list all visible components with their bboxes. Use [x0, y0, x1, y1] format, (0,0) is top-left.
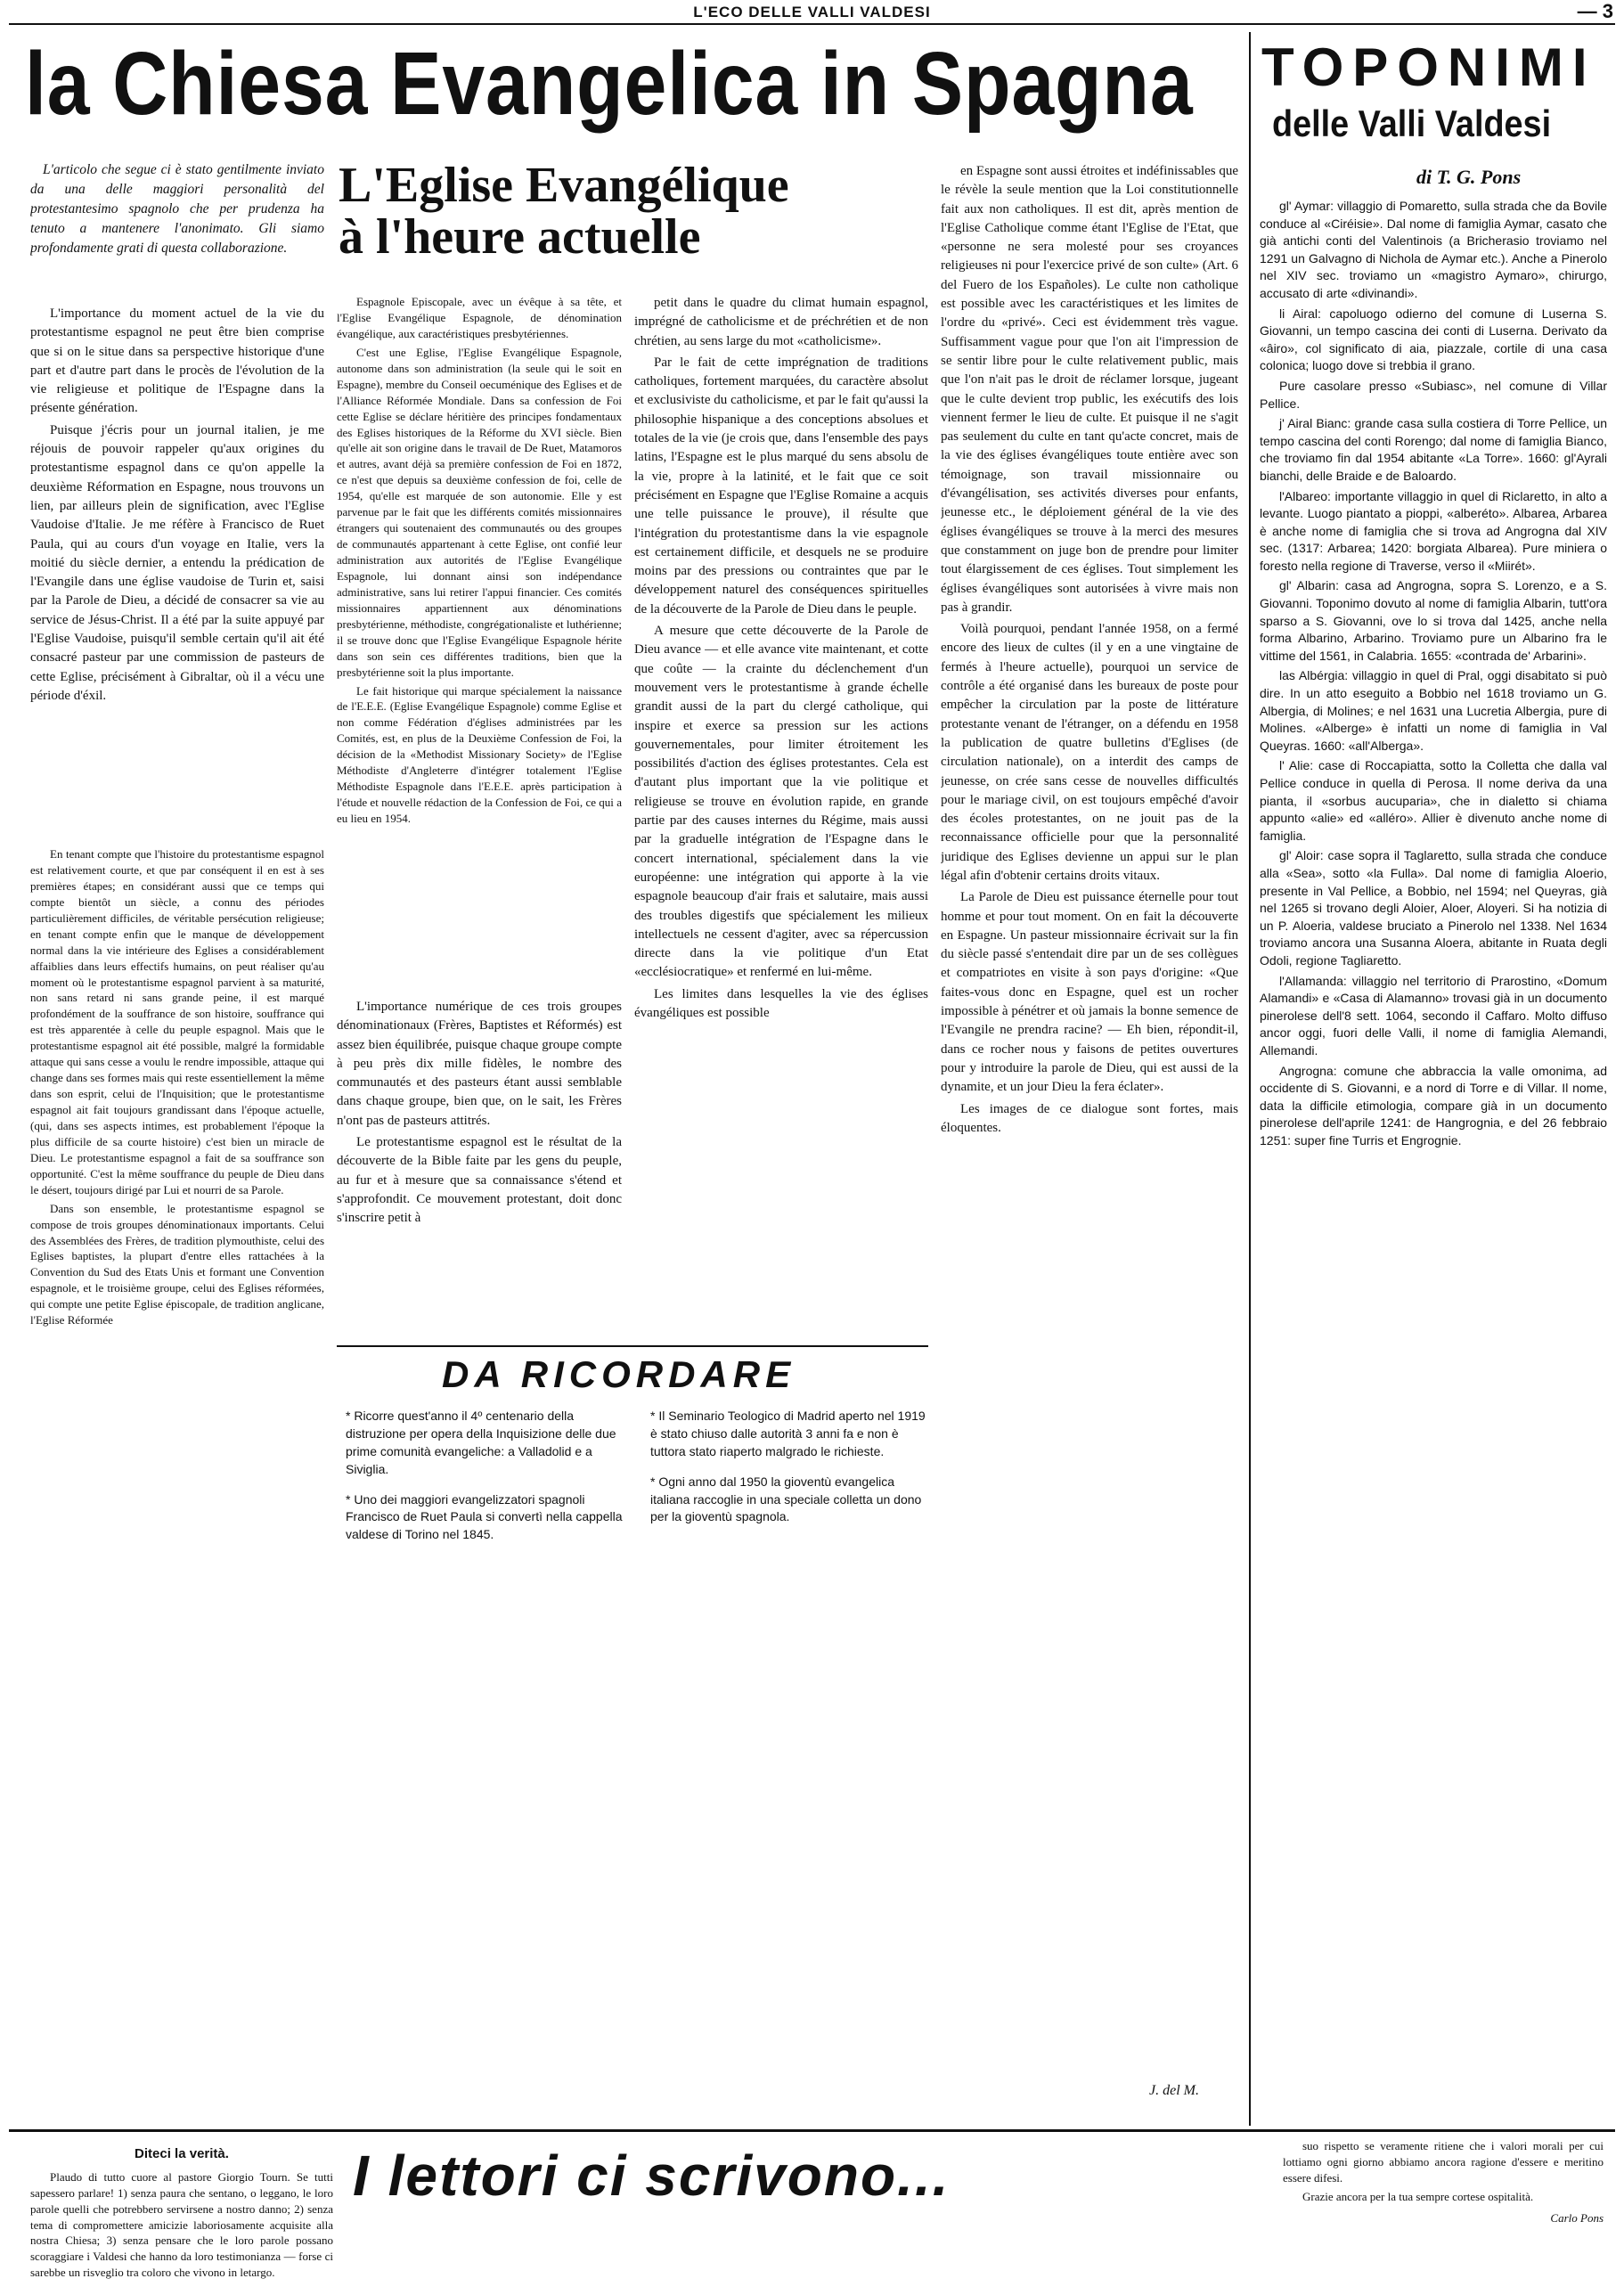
da-ricordare-top-rule: [337, 1345, 928, 1347]
article-paragraph: en Espagne sont aussi étroites et indéfinissables que le révèle la seule mention que la Loi constitutionnelle fait aux non catholiques. Il est dit, après mention de l'Eglise Catholique comme étant l'Eglise de l'Etat, que «personne ne sera molesté pour ses croyances religieuses ni pour l'exercice privé de son culte» (Art. 6 del Fuero de los Españoles). Le culte non catholique est possible avec les caractéristiques et les limites de l'ordre du «privé». Ceci est évidemment très vague. Suffisamment vague pour que l'on ait l'impression de se sentir libre pour le culte relativement public, mais que l'on n'ait pas le droit de réclamer lorsque, jugeant que le culte devient trop public, les exécutifs des lois viennent fermer le lieu de culte. Et puisque il ne s'agit pas seulement du culte en tant qu'acte concret, mais de la vie des églises évangéliques toute entière avec son témoignage, son travail missionnaire ou d'évangélisation, ses activités diverses pour enfants, jeunesse etc., le déploiement général de la vie des églises évangéliques se trouve à la merci des mesures que constamment on juge bon de prendre pour limiter tout élargissement de ces églises. Tout simplement les églises évangéliques sont autorisées à vivre mais non pas à grandir.: [941, 164, 1238, 615]
toponimo-entry: l'Albareo: importante villaggio in quel di Riclaretto, in alto a levante. Luogo piantato a pioppi, «alberéto». Albarea, Arbarea è anche nome di famiglia che si trova ad Angrogna dal XIV sec. (1317: Arbarea; 1420: borgiata Albarea). Pure miniera o foresto nella regione di Traverse, verso il «Miirét».: [1260, 488, 1607, 573]
letter-paragraph: Grazie ancora per la tua sempre cortese ospitalità.: [1302, 2189, 1534, 2203]
intro-text: L'articolo che segue ci è stato gentilmente inviato da una delle maggiori personalità del protestantesimo spagnolo che per prudenza ha tenuto a mantenere l'anonimato. Gli siamo profondamente grati di questa collaborazione.: [30, 162, 324, 256]
subheadline-line2: à l'heure actuelle: [339, 209, 701, 265]
article-column-3: [634, 294, 928, 1327]
header-rule: [9, 23, 1615, 25]
intro-note: [30, 160, 324, 303]
toponimo-entry: gl' Albarin: casa ad Angrogna, sopra S. Lorenzo, e a S. Giovanni. Toponimo dovuto al nome di famiglia Albarin, tutt'ora sparso a S. Giovanni, ove lo si trova dal 1425, anche nella forma Albarino, Arbarino. Troviamo pure un Albarino fra le vittime del 1561, in Calabria. 1655: «contrada de' Arbarini».: [1260, 578, 1607, 663]
toponimo-entry: Pure casolare presso «Subiasc», nel comune di Villar Pellice.: [1260, 378, 1607, 411]
toponimo-entry: li Airal: capoluogo odierno del comune di Luserna S. Giovanni, un tempo cascina dei conti di Luserna. Derivato da «âiro», col significato di aia, piazzale, cortile di una casa colonica; luogo dove si trebbia il grano.: [1260, 306, 1607, 373]
main-headline: la Chiesa Evangelica in Spagna: [25, 34, 1194, 134]
article-paragraph: Le protestantisme espagnol est le résultat de la découverte de la Bible faite par les gens du peuple, au fur et à mesure que sa connaissance s'étend et s'approfondit. Ce mouvement protestant, doit donc s'inscrire petit à: [337, 1135, 622, 1226]
article-column-1: [30, 305, 324, 839]
lettori-headline: I lettori ci scrivono...: [353, 2144, 951, 2208]
da-ricordare-left: [346, 1408, 629, 1942]
lettori-top-rule: [9, 2129, 1615, 2132]
article-paragraph: Les limites dans lesquelles la vie des églises évangéliques est possible: [634, 986, 928, 1020]
article-paragraph: Voilà pourquoi, pendant l'année 1958, on a fermé encore des lieux de cultes (il y en a une vingtaine de fermés à l'heure actuelle), pourquoi un service de contrôle a été organisé dans les bureaux de poste pour empêcher la circulation par la poste de littérature protestante venant de l'étranger, on a défendu en 1958 la publication de quatre bulletins d'Eglises (de circulation nationale), on a interdit des camps de jeunesse, on crée sans cesse de nouvelles difficultés pour le mariage civil, on est toujours empêché d'avoir des écoles protestantes, on ne jouit pas de la reconnaissance officielle pour que la personnalité juridique des Eglises devienne un appui sur le plan légal afin d'obtenir certains droits vitaux.: [941, 622, 1238, 883]
article-column-1-lower: [30, 846, 324, 2111]
lettori-column-4: [1283, 2138, 1604, 2290]
subheadline-line1: L'Eglise Evangélique: [339, 158, 789, 213]
article-paragraph: Par le fait de cette imprégnation de traditions catholiques, fortement marquées, du caractère absolut et exclusiviste du catholicisme, et par le fait qu'aussi la philosophie hispanique a des conceptions absolues et totales de la vie (je crois que, dans l'ensemble des pays latins, l'Espagne est le plus marqué du sens absolu de la vie, propre à la latinité, et le fait que ce soit précisément en Espagne que l'Eglise Romaine a acquis une telle puissance le prouve), il résulte que l'intégration du protestantisme dans la vie espagnole est certainement difficile, et desquels ne se produire moins par des pressions ou contraintes que par le développement naturel des conséquences spirituelles de la découverte de la Parole de Dieu dans le peuple.: [634, 355, 928, 617]
article-paragraph: La Parole de Dieu est puissance éternelle pour tout homme et pour tout moment. On en fait la découverte en Espagne. Un pasteur missionnaire écrivait sur la fin du siècle passé s'entendait dire par un de ses collègues et compatriotes en visite à son pays d'origine: «Que faites-vous donc en Espagne, quel est un rocher impossible à pénétrer et où jamais la bonne semence de l'Evangile ne prendra racine? — Eh bien, répondit-il, dans ce rocher nous y faisons de petites ouvertures pour y introduire la parole de Dieu, qui est aussi de la dynamite, et un jour Dieu la fera éclater».: [941, 890, 1238, 1095]
da-ricordare-item: * Ricorre quest'anno il 4º centenario della distruzione per opera della Inquisizione delle due prime comunità evangeliche: a Valladolid e a Siviglia.: [346, 1409, 616, 1476]
da-ricordare-item: * Uno dei maggiori evangelizzatori spagnoli Francisco de Ruet Paula si convertì nella cappella valdese di Torino nel 1845.: [346, 1491, 623, 1542]
toponimo-entry: gl' Aymar: villaggio di Pomaretto, sulla strada che da Bovile conduce al «Ciréisie». Dal nome di famiglia Aymar, casato che già antichi conti del Valentinois (a Bricherasio troviamo nel 1291 un Galvagno di Nichola de Aymar etc.). Anche a Pinerolo nel XIV sec. troviamo un «magistro Aymaro», chirurgo, accusato di arte «divinandi».: [1260, 199, 1607, 300]
article-paragraph: C'est une Eglise, l'Eglise Evangélique Espagnole, autonome dans son administration (la seule qui le soit en Espagne), membre du Conseil oecuménique des Eglises et de l'Alliance Réformée Mondiale. Dans sa confession de Foi cette Eglise se déclare héritière des principes fondamentaux des Eglises historiques de la Réforme du XVI siècle. Bien qu'elle ait son origine dans le travail de De Ruet, Matamoros et autres, avant déjà sa première confession de Foi en 1872, ce n'est que depuis sa deuxième confession de foi, celle de 1954, qu'elle est marquée de son autonomie. Elle y est parvenue par le fait que les différents comités missionnaires étrangers qui soutenaient des communautés ou des groupes de communautés appartenant à cette Eglise, ont confié leur administration aux autorités de l'Eglise Evangélique Espagnole, lui donnant ainsi son indépendance administrative, sans lui retirer l'appui financier. Ces comités missionnaires appartiennent aux dénominations presbytérienne, méthodiste, congrégationaliste et luthérienne; il se trouve donc que l'Eglise Evangélique Espagnole hérite dans son sein ces différentes traditions, bien que la presbytérienne soit la plus importante.: [337, 345, 622, 679]
letter-paragraph: Plaudo di tutto cuore al pastore Giorgio Tourn. Se tutti sapessero parlare! 1) senza paura che sentano, o leggano, le loro parole quelli che potrebbero servirsene a nostro danno; 2) senza tema di compromettere amicizie laboriosamente acquisite alla nostra Chiesa; 3) senza pensare che le loro parole possano scoraggiare i Valdesi che hanno da loro testimonianza — forse ci sarebbe un risveglio tra coloro che vivono in letargo.: [30, 2169, 333, 2280]
article-paragraph: Les images de ce dialogue sont fortes, mais éloquentes.: [941, 1101, 1238, 1135]
toponimo-entry: Angrogna: comune che abbraccia la valle omonima, ad occidente di S. Giovanni, e a nord di Torre e di Villar. Il nome, data la difficile etimologia, compare già in un documento pinerolese dell'aprile 1241: de Hangrognia, e del 26 febbraio 1251: super fine Turris et Engrognie.: [1260, 1063, 1607, 1148]
letter-paragraph: suo rispetto se veramente ritiene che i valori morali per cui lottiamo ogni giorno abbiamo ancora ragione d'essere e meritino essere difesi.: [1283, 2139, 1604, 2185]
article-paragraph: petit dans le quadre du climat humain espagnol, imprégné de catholicisme et de préchrétien et de non chrétien, au sens large du mot «catholicisme».: [634, 296, 928, 348]
da-ricordare-right: [650, 1408, 926, 1942]
page-number: — 3: [1577, 0, 1613, 22]
toponimi-subtitle: delle Valli Valdesi: [1272, 102, 1552, 144]
article-column-2: [337, 294, 622, 989]
article-column-4: [941, 162, 1238, 2033]
toponimi-title: TOPONIMI: [1261, 37, 1596, 97]
da-ricordare-item: * Il Seminario Teologico di Madrid aperto nel 1919 è stato chiuso dalle autorità 3 anni fa e non è tuttora stato riaperto malgrado le richieste.: [650, 1409, 926, 1458]
article-paragraph: Le fait historique qui marque spécialement la naissance de l'E.E.E. (Eglise Evangélique Espagnole) comme Eglise et non comme Fédération d'églises administrées par les Comités, est, en plus de la Deuxième Confession de Foi, la décision de la «Methodist Missionary Society» de l'Eglise Méthodiste d'Angleterre d'intégrer totalement l'Eglise Méthodiste Espagnole dans l'E.E.E. après participation à l'étude et nouvelle rédaction de la Confession de Foi, ce qui a eu lieu en 1954.: [337, 683, 622, 825]
toponimo-entry: j' Airal Bianc: grande casa sulla costiera di Torre Pellice, un tempo cascina del conti Rorengo; dal nome di famiglia Bianco, che troviamo fin dal 1954 abitante «La Torre». 1660: gl'Ayrali bianchi, delle Braide e de Baloardo.: [1260, 416, 1607, 483]
letter-signature: Carlo Pons: [1550, 2210, 1604, 2225]
letter-title: Diteci la verità.: [135, 2146, 229, 2161]
article-paragraph: Dans son ensemble, le protestantisme espagnol se compose de trois groupes dénominationaux importants. Celui des Assemblées des Frères, de tradition plymouthiste, celui des Eglises baptistes, la plupart d'entre elles rattachées à la Convention du Sud des Etats Unis et formant une Convention espagnole, et le troisième groupe, celui des Eglises réformées, qui compte une petite Eglise épiscopale, de tradition anglicane, l'Eglise Réformée: [30, 1201, 324, 1327]
article-paragraph: Espagnole Episcopale, avec un évêque à sa tête, et l'Eglise Evangélique Espagnole, de dénomination évangélique, aux caractéristiques presbytériennes.: [337, 295, 622, 340]
article-paragraph: L'importance du moment actuel de la vie du protestantisme espagnol ne peut être bien comprise que si on le situe dans sa perspective historique d'une part et d'autre part dans le procès de l'évolution de la vie religieuse et politique de l'Espagne dans la présente génération.: [30, 306, 324, 416]
da-ricordare-item: * Ogni anno dal 1950 la gioventù evangelica italiana raccoglie in una speciale colletta un dono per la gioventù spagnola.: [650, 1474, 922, 1524]
toponimo-entry: las Albérgia: villaggio in quel di Pral, oggi disabitato si può dire. In un atto eseguito a Bobbio nel 1618 troviamo un G. Albergia, di Molines; e nel 1631 una Lucretia Albergia, pure di Molines. «Alberge» è infatti un nome di famiglia in Val Queyras. 1660: «all'Alberga».: [1260, 668, 1607, 753]
toponimi-column: [1260, 198, 1607, 2113]
toponimo-entry: l'Allamanda: villaggio nel territorio di Prarostino, «Domum Alamandi» e «Casa di Alamanno» trovasi già in un documento pinerolese dell'8 sett. 1064, secondo il Caffaro. Molto diffuso ancor oggi, fuori delle Valli, il nome di famiglia Alemandi, Allemandi.: [1260, 973, 1607, 1058]
toponimo-entry: gl' Aloir: case sopra il Taglaretto, sulla strada che conduce alla «Sea», sotto «la Fulla». Dal nome di famiglia Aloerio, presente in Val Pellice, a Bobbio, nel 1594; nel Queyras, già nel 1265 si trovano degli Aloier, Aloer, Aloyeri. Si ha notizia di un P. Aloeria, valdese bruciato a Pinerolo nel 1338. Nel 1634 troviamo ancora una Susanna Aloera, abitante in Ruata degli Odoli, regione Tagliaretto.: [1260, 848, 1607, 968]
article-paragraph: En tenant compte que l'histoire du protestantisme espagnol est relativement courte, et que par conséquent il en est à ses premières étapes; en considérant aussi que ce temps qui compte bientôt un siècle, a connu des périodes particulièrement difficiles, de véritable persécution religieuse; en tenant compte enfin que le manque de développement normal dans la vie intérieure des Eglises a considérablement affaiblies dans leurs effectifs humains, on peut réaliser qu'au moment où le protestantisme espagnol parvient à sa maturité, non sans retard ni sans grande peine, il est marqué profondément de la souffrance de son histoire, souffrance qui est très apparentée à celle du peuple espagnol. Mais que le protestantisme espagnol ait été possible, malgré la formidable attaque qui sans cesse a voulu le rendre impossible, attaque qui change dans ses formes mais qui reste essentiellement la même dans son esprit, celui de l'Inquisition; que le protestantisme espagnol ait fait toujours grandissant dans l'époque actuelle, (qui, dans ses aspects intimes, est probablement l'époque la plus difficile de sa courte histoire) c'est bien un miracle de Dieu. Le protestantisme espagnol a fait de sa souffrance son opportunité. C'est la même souffrance du peuple de Dieu dans le désert, toujours dirigé par Lui et nourri de sa Parole.: [30, 847, 324, 1197]
article-paragraph: A mesure que cette découverte de la Parole de Dieu avance — et elle avance vite maintenant, et cotte que coûte — la crainte du déclenchement d'un mouvement vers le protestantisme à grande échelle grandit aussi de la part du clergé catholique, qui inspire et exerce sa pression sur les actions gouvernementales, pour limiter étroitement les possibilités d'action des églises protestantes. Cela est d'autant plus important que la vie politique et religieuse se trouve en évolution rapide, en grande partie par des causes internes du Régime, mais aussi par la graduelle intégration de l'Espagne dans le concert international, spécialement dans la vie européenne: une intégration qui apporte à la vie espagnole beaucoup d'air frais et salutaire, mais aussi des troubles digestifs que spécialement les milieux intellectuels ne cessent d'agiter, avec sa répercussion directe dans la vie politique d'un Etat «ecclésiocratique» et renfermé en lui-même.: [634, 624, 928, 980]
toponimi-author: di T. G. Pons: [1416, 166, 1522, 188]
lettori-column-1: [30, 2138, 333, 2290]
article-paragraph: Puisque j'écris pour un journal italien, je me réjouis de pouvoir rappeler qu'aux origines du protestantisme espagnol dans ce qu'on appelle la deuxième Réformation en Espagne, nous trouvons un lien, par ailleurs plein de signification, avec l'Eglise Vaudoise d'Italie. Je me réfère à Francisco de Ruet Paula, qui au cours d'un voyage en Italie, vers la moitié du siècle dernier, a entendu la prédication de l'Evangile dans une église vaudoise de Turin et, saisi par la Parole de Dieu, a décidé de consacrer sa vie au service de Jésus-Christ. Il a été par la suite appuyé par l'Eglise Vaudoise, puisqu'il semble certain qu'il ait été consacré pasteur par une commission de pasteurs de cette Eglise, précisément à Gibraltar, où il a vécu une période d'éxil.: [30, 422, 324, 703]
article-signature: J. del M.: [1149, 2083, 1199, 2098]
article-column-2-lower: [337, 998, 622, 1354]
article-paragraph: L'importance numérique de ces trois groupes dénominationaux (Frères, Baptistes et Réformés) est assez bien équilibrée, puisque chaque groupe compte à peu près dix mille fidèles, le nombre des communautés et des pasteurs étant aussi semblable dans chaque groupe, bien que, on le sait, les Frères n'ont pas de pasteurs attitrés.: [337, 1000, 622, 1128]
toponimo-entry: l' Alie: case di Roccapiatta, sotto la Colletta che dalla val Pellice conduce in quella di Perosa. Il nome deriva da una pianta, il «sorbus aucuparia», che in dialetto si chiama appunto «alie» ed «alléro». Allier è divenuto anche nome di famiglia.: [1260, 758, 1607, 843]
newspaper-header: L'ECO DELLE VALLI VALDESI: [693, 4, 931, 20]
toponimi-divider: [1249, 32, 1251, 2126]
da-ricordare-title: DA RICORDARE: [442, 1353, 796, 1395]
